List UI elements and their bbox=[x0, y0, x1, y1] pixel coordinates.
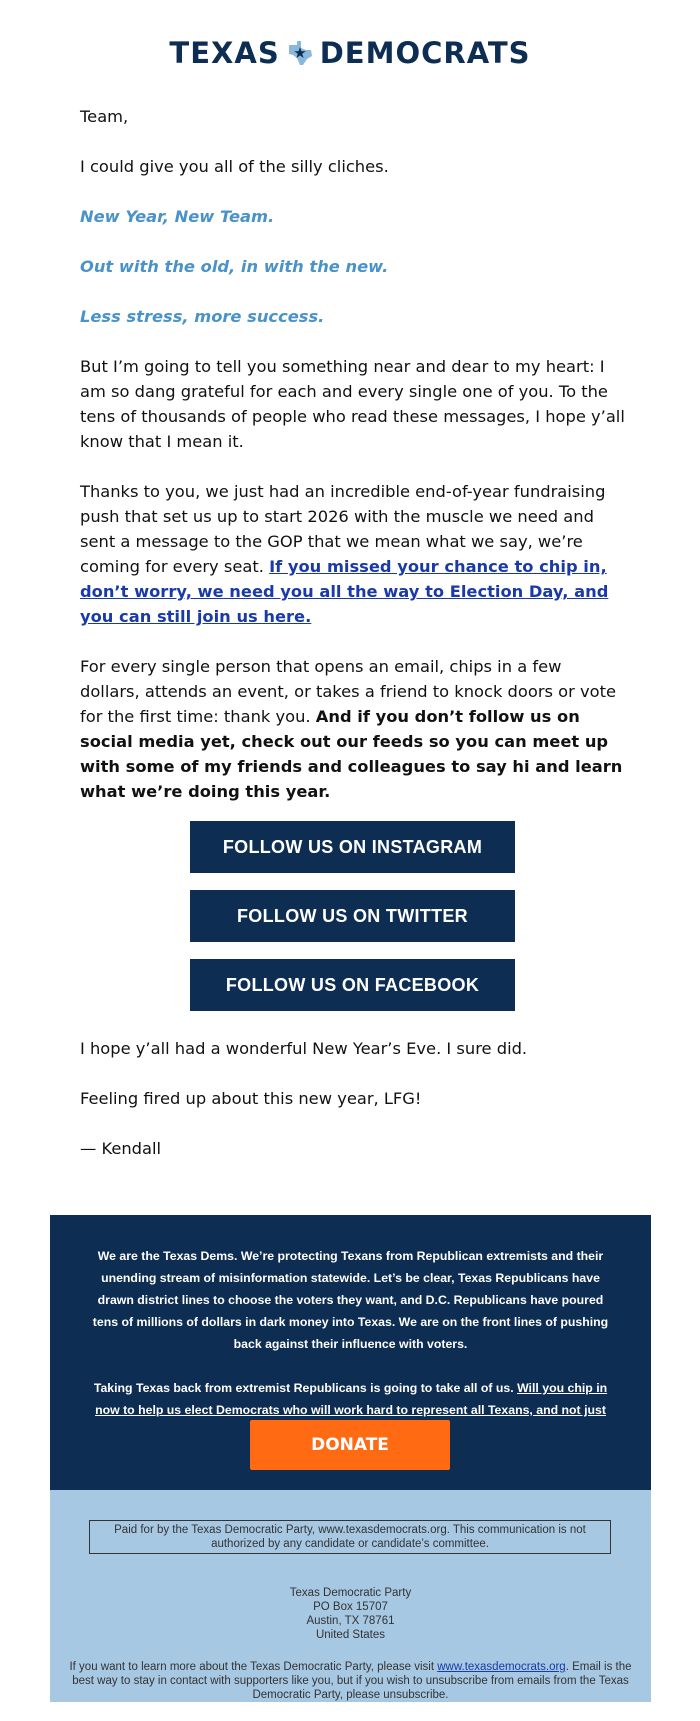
every-text: For every single person that opens an email, chips in a few dollars, attends an event, or takes a friend to knock doors or vote for the first time: thank you. bbox=[80, 657, 616, 726]
paid-for-disclaimer: Paid for by the Texas Democratic Party, www.texasdemocrats.org. This communication is not authorized by any candidate or candidate’s committee. bbox=[89, 1520, 611, 1554]
logo-word-democrats: DEMOCRATS bbox=[319, 36, 531, 70]
texas-star-icon bbox=[286, 39, 314, 67]
ask-lead: Taking Texas back from extremist Republicans is going to take all of us. bbox=[93, 1381, 518, 1395]
chip-in-footer-link[interactable]: Will you chip in now to help us elect Democrats who will work hard to represent all Texans, and not just bbox=[95, 1381, 608, 1417]
address-line-country: United States bbox=[315, 1629, 386, 1641]
email-body bbox=[80, 104, 625, 1186]
about-text: We are the Texas Dems. We’re protecting Texans from Republican extremists and their unending stream of misinformation statewide. Let’s be clear, Texas Republicans have drawn district lines to choose the voters they want, and D.C. Republicans have poured tens of millions of dollars in dark money into Texas. We are on the front lines of pushing back against their influence with voters. bbox=[92, 1249, 609, 1351]
follow-twitter-button[interactable]: FOLLOW US ON TWITTER bbox=[190, 890, 515, 942]
thanks-paragraph bbox=[80, 479, 625, 629]
unsub-pre: If you want to learn more about the Texas Democratic Party, please visit bbox=[69, 1661, 438, 1673]
follow-instagram-button[interactable]: FOLLOW US ON INSTAGRAM bbox=[190, 821, 515, 873]
unsubscribe-text bbox=[60, 1660, 641, 1702]
intro-paragraph: I could give you all of the silly cliches. bbox=[80, 157, 389, 176]
donate-button[interactable]: DONATE bbox=[250, 1420, 450, 1470]
address-line-city: Austin, TX 78761 bbox=[306, 1615, 395, 1627]
every-paragraph bbox=[80, 654, 625, 804]
social-callout: And if you don’t follow us on social media yet, check out our feeds so you can meet up with some of my friends and colleagues to say hi and learn what we’re doing this year. bbox=[80, 707, 623, 801]
fired-up-paragraph: Feeling fired up about this new year, LFG! bbox=[80, 1089, 422, 1108]
follow-facebook-button[interactable]: FOLLOW US ON FACEBOOK bbox=[190, 959, 515, 1011]
address-line-org: Texas Democratic Party bbox=[289, 1587, 412, 1599]
address-line-pobox: PO Box 15707 bbox=[313, 1601, 388, 1613]
footer-dark-panel bbox=[50, 1215, 651, 1490]
signature: — Kendall bbox=[80, 1139, 162, 1158]
chip-in-link[interactable]: If you missed your chance to chip in, don’t worry, we need you all the way to Election Day, and you can still join us here. bbox=[80, 557, 609, 626]
heart-paragraph: But I’m going to tell you something near and dear to my heart: I am so dang grateful for each and every single one of you. To the tens of thousands of people who read these messages, I hope y’all know that I mean it. bbox=[80, 357, 625, 451]
footer-light-panel bbox=[50, 1490, 651, 1702]
texas-democrats-logo bbox=[0, 36, 700, 70]
greeting: Team, bbox=[80, 107, 129, 126]
thanks-text: Thanks to you, we just had an incredible end-of-year fundraising push that set us up to start 2026 with the muscle we need and sent a message to the GOP that we mean what we say, we’re coming for every seat. bbox=[80, 482, 606, 576]
unsub-post: . Email is the best way to stay in contact with supporters like you, but if you wish to unsubscribe from emails from the Texas Democratic Party, please unsubscribe. bbox=[72, 1661, 632, 1701]
website-link[interactable]: www.texasdemocrats.org bbox=[437, 1661, 566, 1673]
nye-paragraph: I hope y’all had a wonderful New Year’s Eve. I sure did. bbox=[80, 1039, 528, 1058]
mailing-address bbox=[50, 1586, 651, 1642]
cliche-1: New Year, New Team. bbox=[80, 207, 275, 226]
logo-word-texas: TEXAS bbox=[169, 36, 280, 70]
cliche-3: Less stress, more success. bbox=[80, 307, 325, 326]
cliche-2: Out with the old, in with the new. bbox=[80, 257, 389, 276]
social-buttons bbox=[80, 821, 625, 1011]
